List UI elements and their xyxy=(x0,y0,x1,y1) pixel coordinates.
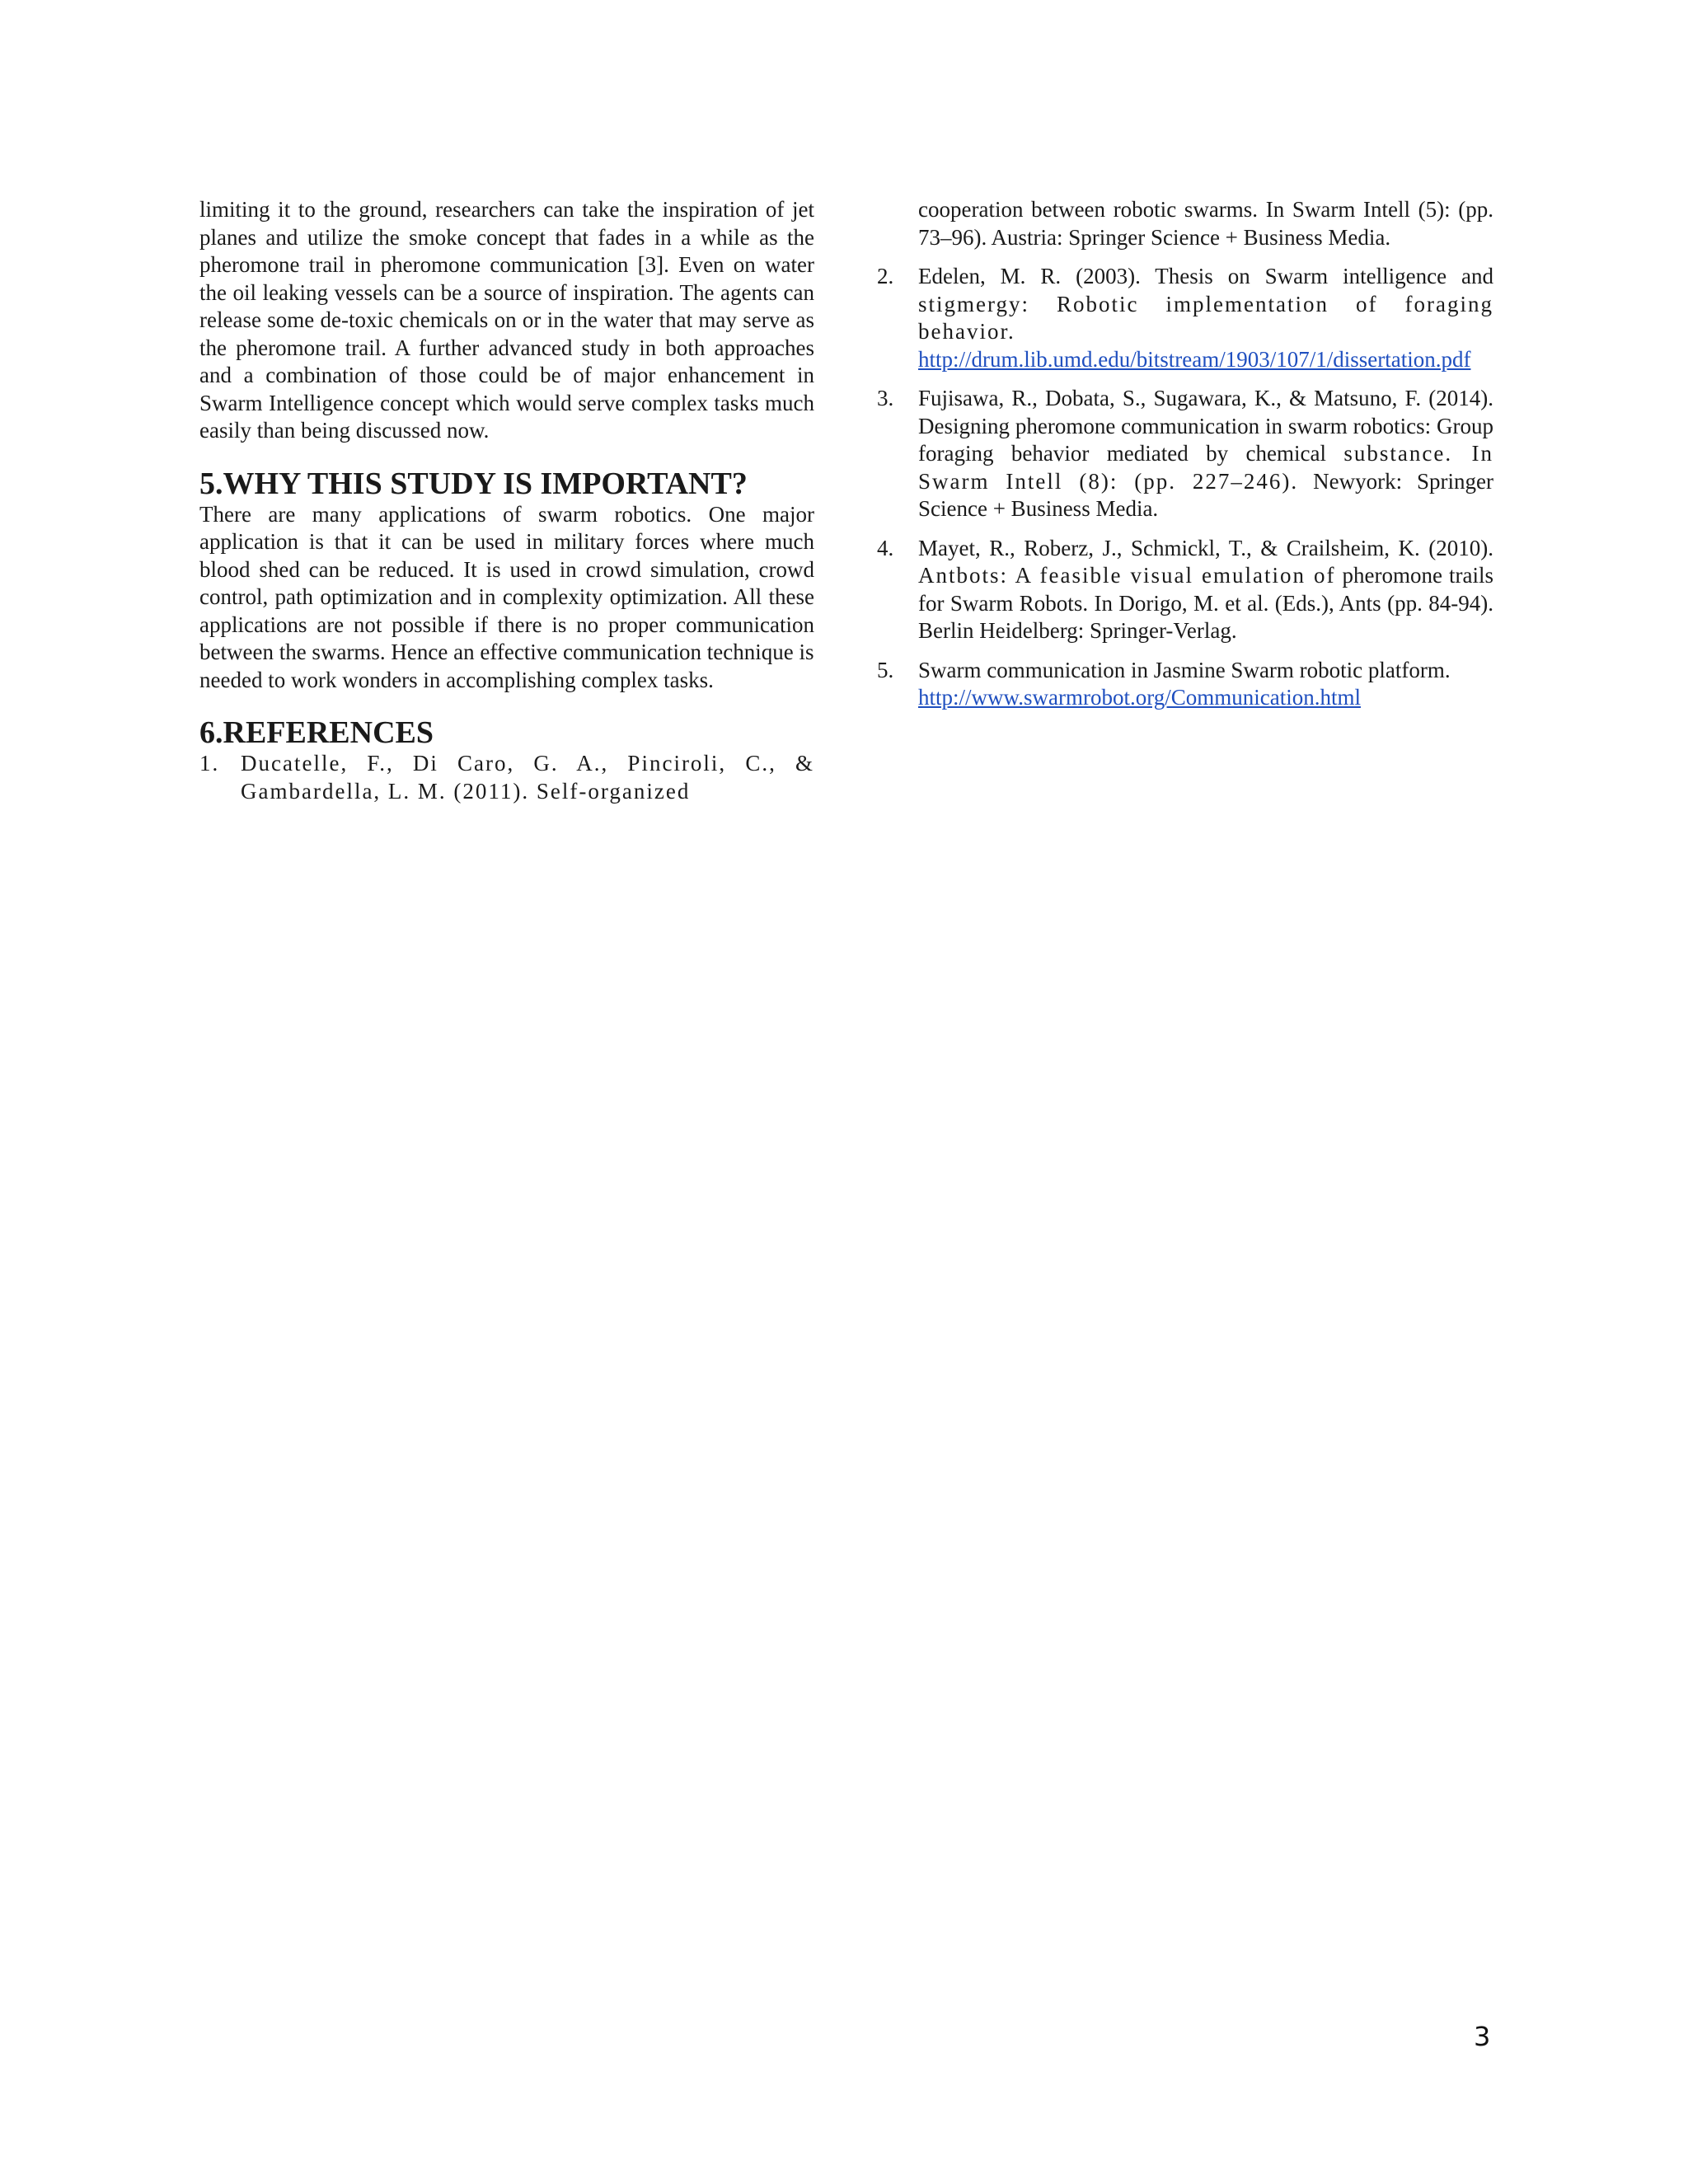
reference-item-5 xyxy=(877,657,1493,712)
section-heading-why-important: 5.WHY THIS STUDY IS IMPORTANT? xyxy=(199,466,748,501)
section5-paragraph-tail: needed to work wonders in accomplishing complex tasks. xyxy=(199,667,714,692)
reference-number: 3. xyxy=(877,386,894,410)
reference-1-continuation: cooperation between robotic swarms. In Swarm Intell (5): (pp. 73–96). Austria: Springer Science + Business Media. xyxy=(918,197,1493,250)
section5-paragraph: There are many applications of swarm robotics. One major application is that it can be used in military forces where much blood shed can be reduced. It is used in crowd simulation, crowd control, path optimization and in complexity optimization. All these applications are not possible if there is no proper communication between the swarms. Hence an effective communication technique is xyxy=(199,501,814,664)
reference-number: 4. xyxy=(877,535,894,560)
reference-number: 2. xyxy=(877,264,894,288)
reference-text: Ducatelle, F., Di Caro, G. A., Pinciroli, C., & Gambardella, L. M. (2011). Self-organized xyxy=(241,751,814,804)
reference-link[interactable]: http://drum.lib.umd.edu/bitstream/1903/107/1/dissertation.pdf xyxy=(918,346,1471,372)
reference-item-1 xyxy=(199,750,814,805)
intro-paragraph: limiting it to the ground, researchers can take the inspiration of jet planes and utilize the smoke concept that fades in a while as the pheromone trail in pheromone communication [3]. Even on water the oil leaking vessels can be a source of inspiration. The agents can release some de-toxic chemicals on or in the water that may serve as the pheromone trail. A further advanced study in both approaches and a combination of those could be of major enhancement in Swarm Intelligence concept which would serve complex tasks much easily than being discussed now. xyxy=(199,197,814,443)
reference-text: Edelen, M. R. (2003). Thesis on Swarm intelligence and xyxy=(918,264,1493,288)
left-column xyxy=(199,196,814,817)
reference-item-3 xyxy=(877,385,1493,523)
reference-text: Newyork: Springer Science + Business Media. xyxy=(918,468,1493,521)
reference-text: Swarm communication in Jasmine Swarm robotic platform. xyxy=(918,657,1451,682)
reference-number: 5. xyxy=(877,657,894,682)
reference-item-4 xyxy=(877,535,1493,645)
reference-list-left xyxy=(199,750,814,805)
page-number: 3 xyxy=(1474,2021,1491,2052)
reference-item-2 xyxy=(877,263,1493,373)
reference-text: Fujisawa, R., Dobata, S., Sugawara, K., & Matsuno, F. (2014). Designing pheromone communication in swarm robotics: Group foraging behavior mediated by chemical xyxy=(918,386,1493,466)
section-heading-references: 6.REFERENCES xyxy=(199,715,434,750)
reference-text: pheromone trails for Swarm Robots. In Dorigo, M. et al. (Eds.), Ants (pp. 84-94). Berlin Heidelberg: Springer-Verlag. xyxy=(918,563,1493,643)
reference-text: Mayet, R., Roberz, J., Schmickl, T., & Crailsheim, K. (2010). xyxy=(918,535,1493,560)
reference-text: substance. In Swarm Intell (8): (pp. 227–246). xyxy=(918,441,1493,494)
reference-link[interactable]: http://www.swarmrobot.org/Communication.html xyxy=(918,685,1361,710)
reference-text: Antbots: A feasible visual emulation of xyxy=(918,563,1336,588)
reference-list-right xyxy=(877,263,1493,712)
reference-number: 1. xyxy=(199,751,220,776)
reference-text: stigmergy: Robotic implementation of foraging behavior. xyxy=(918,291,1493,344)
right-column xyxy=(877,196,1493,724)
